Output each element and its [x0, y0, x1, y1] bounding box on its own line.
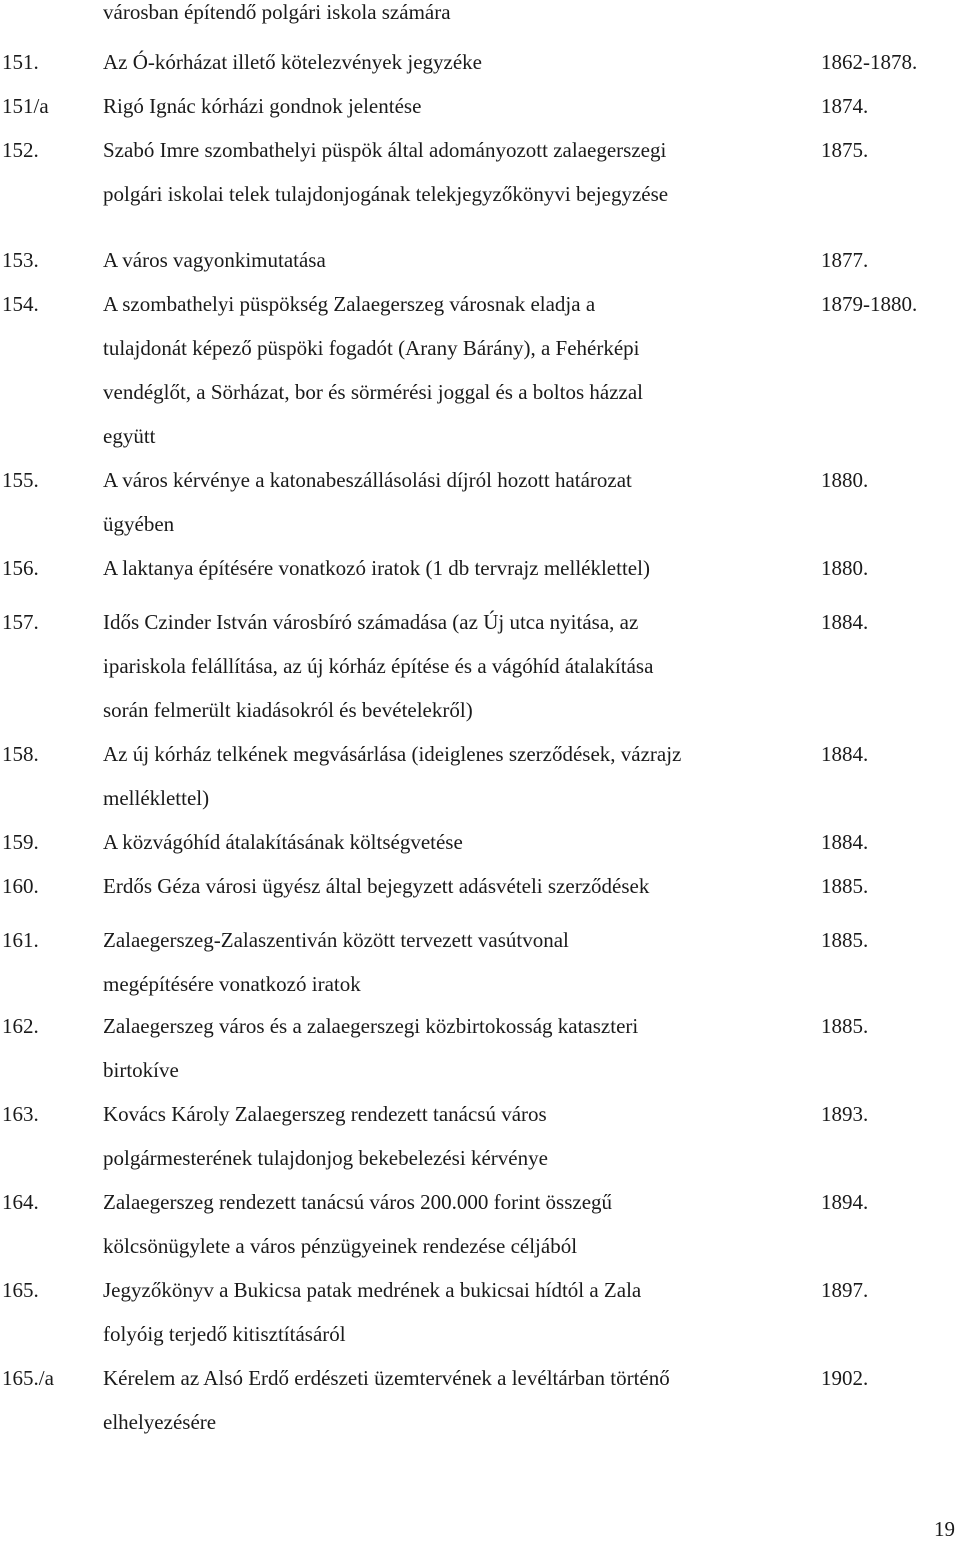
entry-description: A város vagyonkimutatása	[103, 248, 326, 272]
entry-description: Jegyzőkönyv a Bukicsa patak medrének a bukicsai hídtól a Zala folyóig terjedő kitisztításáról	[103, 1278, 642, 1346]
entry-date: 1894.	[821, 1190, 869, 1214]
entry-date: 1902.	[821, 1366, 869, 1390]
entry-description: Zalaegerszeg rendezett tanácsú város 200.000 forint összegű kölcsönügylete a város pénzügyeinek rendezése céljából	[103, 1190, 613, 1258]
entry-description: A szombathelyi püspökség Zalaegerszeg városnak eladja a tulajdonát képező püspöki fogadót (Arany Bárány), a Fehérképi vendéglőt, a Sörházat, bor és sörmérési joggal és a boltos házzal együtt	[103, 292, 643, 448]
entry-description: Zalaegerszeg-Zalaszentiván között tervezett vasútvonal megépítésére vonatkozó iratok	[103, 928, 569, 996]
entry-number: 155.	[2, 468, 39, 492]
entry-number: 161.	[2, 928, 39, 952]
entry-description: Erdős Géza városi ügyész által bejegyzett adásvételi szerződések	[103, 874, 650, 898]
continuation-line: városban építendő polgári iskola számára	[103, 0, 451, 24]
entry-number: 162.	[2, 1014, 39, 1038]
entry-number: 159.	[2, 830, 39, 854]
entry-number: 165.	[2, 1278, 39, 1302]
entry-date: 1874.	[821, 94, 869, 118]
entry-date: 1897.	[821, 1278, 869, 1302]
entry-number: 165./a	[2, 1366, 54, 1390]
entry-date: 1884.	[821, 610, 869, 634]
entry-date: 1880.	[821, 468, 869, 492]
entry-description: Az új kórház telkének megvásárlása (ideiglenes szerződések, vázrajz melléklettel)	[103, 742, 682, 810]
entry-date: 1862-1878.	[821, 50, 918, 74]
entry-description: Szabó Imre szombathelyi püspök által adományozott zalaegerszegi polgári iskolai telek tulajdonjogának telekjegyzőkönyvi bejegyzése	[103, 138, 669, 206]
entry-date: 1893.	[821, 1102, 869, 1126]
entry-number: 152.	[2, 138, 39, 162]
entry-date: 1884.	[821, 742, 869, 766]
entry-number: 160.	[2, 874, 39, 898]
entry-number: 164.	[2, 1190, 39, 1214]
entry-number: 151/a	[2, 94, 49, 118]
entry-date: 1885.	[821, 928, 869, 952]
entry-description: Rigó Ignác kórházi gondnok jelentése	[103, 94, 422, 118]
entry-date: 1885.	[821, 874, 869, 898]
entry-number: 156.	[2, 556, 39, 580]
entry-description: A város kérvénye a katonabeszállásolási díjról hozott határozat ügyében	[103, 468, 632, 536]
entry-description: Idős Czinder István városbíró számadása (az Új utca nyitása, az ipariskola felállítása, az új kórház építése és a vágóhíd átalakítása során felmerült kiadásokról és bevételekről)	[103, 610, 654, 722]
entry-date: 1884.	[821, 830, 869, 854]
entry-date: 1875.	[821, 138, 869, 162]
entry-date: 1877.	[821, 248, 869, 272]
entry-number: 151.	[2, 50, 39, 74]
entry-date: 1880.	[821, 556, 869, 580]
entry-description: A közvágóhíd átalakításának költségvetése	[103, 830, 463, 854]
entry-description: Az Ó-kórházat illető kötelezvények jegyzéke	[103, 50, 482, 74]
entry-number: 153.	[2, 248, 39, 272]
page-number: 19	[934, 1517, 955, 1541]
entry-description: Kérelem az Alsó Erdő erdészeti üzemtervének a levéltárban történő elhelyezésére	[103, 1366, 670, 1434]
entry-number: 163.	[2, 1102, 39, 1126]
entry-date: 1885.	[821, 1014, 869, 1038]
entry-description: Kovács Károly Zalaegerszeg rendezett tanácsú város polgármesterének tulajdonjog bekebelezési kérvénye	[103, 1102, 548, 1170]
entry-description: A laktanya építésére vonatkozó iratok (1 db tervrajz melléklettel)	[103, 556, 650, 580]
entry-date: 1879-1880.	[821, 292, 918, 316]
entry-number: 157.	[2, 610, 39, 634]
entry-number: 154.	[2, 292, 39, 316]
entry-number: 158.	[2, 742, 39, 766]
entry-description: Zalaegerszeg város és a zalaegerszegi közbirtokosság kataszteri birtokíve	[103, 1014, 639, 1082]
